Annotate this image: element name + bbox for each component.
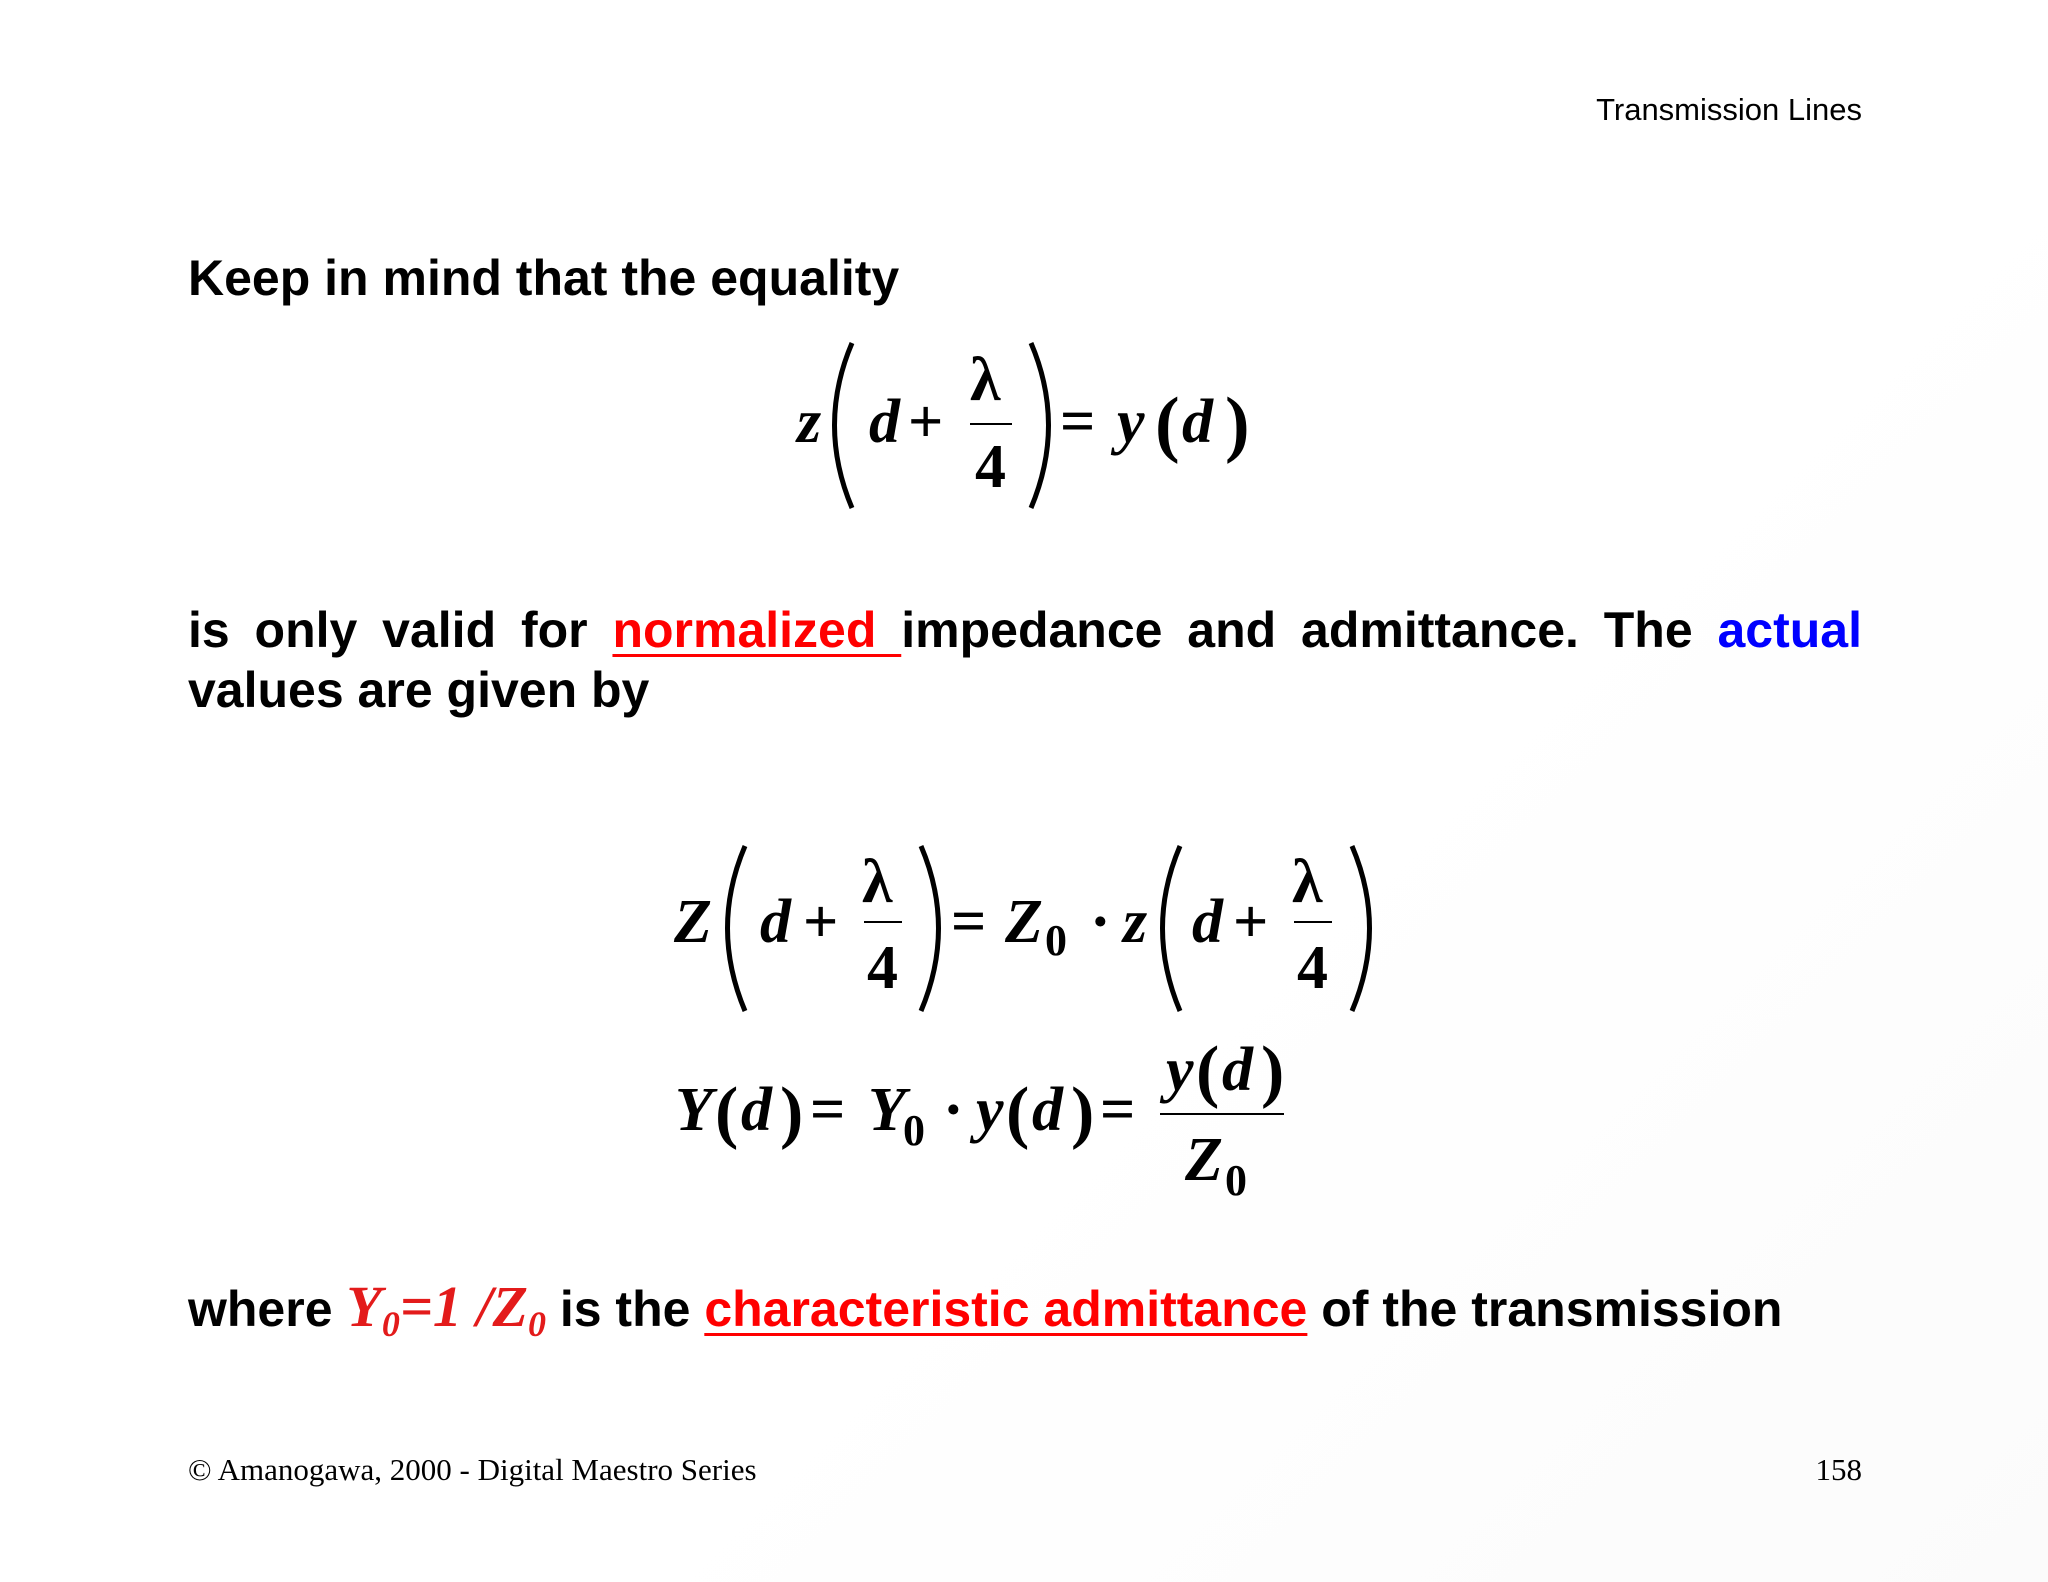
eq1-d: d — [869, 388, 900, 456]
eq1-d2: d — [1182, 388, 1213, 456]
eq3-dot: · — [943, 1076, 964, 1144]
eq2-Z0: Z — [1005, 888, 1043, 956]
eq2-d2: d — [1192, 888, 1223, 956]
eq2-dot: · — [1090, 888, 1111, 956]
eq3-Y: Y — [675, 1076, 713, 1144]
eq3-num-d: d — [1222, 1036, 1253, 1104]
eq1-z: z — [797, 388, 822, 456]
eq2-plus: + — [803, 888, 839, 956]
eq2-four-2: 4 — [1297, 934, 1328, 1002]
eq3-lparen: ( — [715, 1074, 739, 1151]
eq3-rparen-2: ) — [1071, 1074, 1095, 1151]
eq2-Z: Z — [674, 888, 712, 956]
eq3-equals: = — [810, 1076, 846, 1144]
eq1-y: y — [1117, 388, 1145, 456]
y0-mid: =1 /Z — [399, 1274, 528, 1339]
paragraph-intro: Keep in mind that the equality — [188, 250, 900, 306]
eq3-den-Z0-sub: 0 — [1225, 1156, 1247, 1205]
eq2-lambda-2: λ — [1292, 848, 1323, 916]
eq3-Y0: Y — [868, 1076, 906, 1144]
eq2-equals: = — [951, 888, 987, 956]
eq3-num-y: y — [1166, 1036, 1194, 1104]
validity-mid: impedance and admittance. The — [901, 602, 1718, 658]
eq3-d2: d — [1032, 1076, 1063, 1144]
footer-copyright: © Amanogawa, 2000 - Digital Maestro Series — [188, 1452, 757, 1487]
eq3-rparen: ) — [780, 1074, 804, 1151]
eq2-lambda: λ — [862, 848, 893, 916]
eq2-z: z — [1123, 888, 1148, 956]
eq2-d: d — [760, 888, 791, 956]
eq1-plus: + — [908, 388, 944, 456]
eq3-y: y — [976, 1076, 1004, 1144]
eq3-den-Z0: Z — [1185, 1126, 1223, 1194]
y0-Y: Y — [346, 1274, 382, 1339]
characteristic-admittance-emphasis: characteristic admittance — [704, 1281, 1308, 1337]
eq1-equals: = — [1060, 388, 1096, 456]
y0-formula — [346, 1274, 546, 1344]
validity-post: values are given by — [188, 662, 650, 718]
eq3-d: d — [741, 1076, 772, 1144]
eq3-Y0-sub: 0 — [903, 1106, 925, 1155]
characteristic-post: of the transmission — [1307, 1281, 1783, 1337]
eq1-rparen: ) — [1225, 383, 1250, 465]
paragraph-characteristic — [188, 1274, 1862, 1354]
eq1-four: 4 — [975, 433, 1006, 501]
validity-pre: is only valid for — [188, 602, 613, 658]
footer-page-number: 158 — [1815, 1452, 1862, 1487]
eq3-num-lparen: ( — [1196, 1033, 1220, 1110]
header-title: Transmission Lines — [1596, 92, 1862, 127]
eq2-plus-2: + — [1233, 888, 1269, 956]
eq2-Z0-sub: 0 — [1045, 916, 1067, 965]
eq3-equals-2: = — [1100, 1076, 1136, 1144]
eq1-lparen: ( — [1155, 383, 1180, 465]
eq1-lambda: λ — [970, 346, 1001, 414]
characteristic-pre: where — [188, 1281, 347, 1337]
characteristic-mid: is the — [545, 1281, 705, 1337]
actual-emphasis: actual — [1717, 602, 1862, 658]
eq2-four: 4 — [867, 934, 898, 1002]
y0-sub: 0 — [381, 1304, 400, 1344]
normalized-emphasis: normalized — [612, 602, 902, 658]
eq3-num-rparen: ) — [1261, 1033, 1285, 1110]
eq3-lparen-2: ( — [1006, 1074, 1030, 1151]
z0-sub: 0 — [527, 1304, 546, 1344]
